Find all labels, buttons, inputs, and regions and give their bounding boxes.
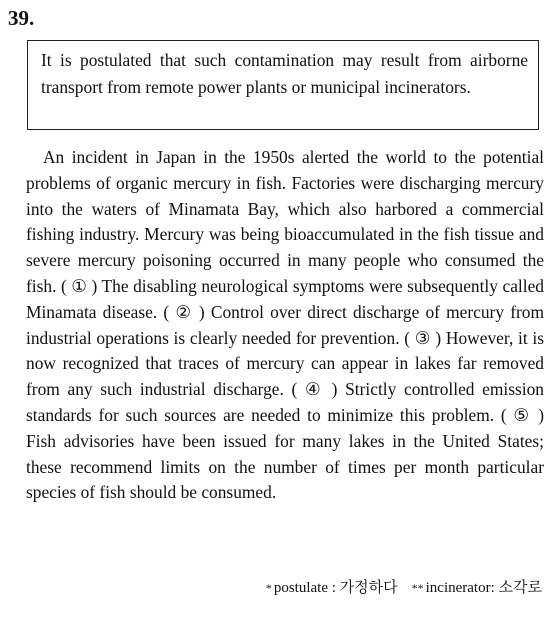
footnote-definition: 소각로: [498, 580, 542, 596]
footnote-term: incinerator: [425, 580, 491, 596]
question-number: 39.: [8, 6, 35, 30]
passage-text: An incident in Japan in the 1950s alerted the world to the potential problems of organic mercury in fish. Factories were discharging mercury into the waters of Minamata Bay, which also harbored a commercial fishing industry. Mercury was being bioaccumulated in the fish tissue and severe mercury poisoning occurred in many people who consumed the fish. ( ① ) The disabling neurological symptoms were subsequently called Minamata disease. ( ② ) Control over direct discharge of mercury from industrial operations is clearly needed for prevention. ( ③ ) However, it is now recognized that traces of mercury can appear in lakes far removed from any such industrial discharge. ( ④ ) Strictly controlled emission standards for such sources are needed to minimize this problem. ( ⑤ ) Fish advisories have been issued for many lakes in the United States; these recommend limits on the number of times per month particular species of fish should be consumed.: [26, 147, 544, 503]
footnote-term: postulate: [273, 580, 328, 596]
footnotes: * postulate : 가정하다 ** incinerator: 소각로: [265, 580, 542, 596]
footnote-definition: 가정하다: [339, 580, 398, 596]
footnote-marker: **: [411, 581, 424, 595]
given-sentence-box: [27, 40, 539, 130]
footnote-marker: *: [265, 581, 272, 595]
given-sentence: It is postulated that such contamination may result from airborne transport from remote power plants or municipal incinerators.: [41, 50, 528, 97]
